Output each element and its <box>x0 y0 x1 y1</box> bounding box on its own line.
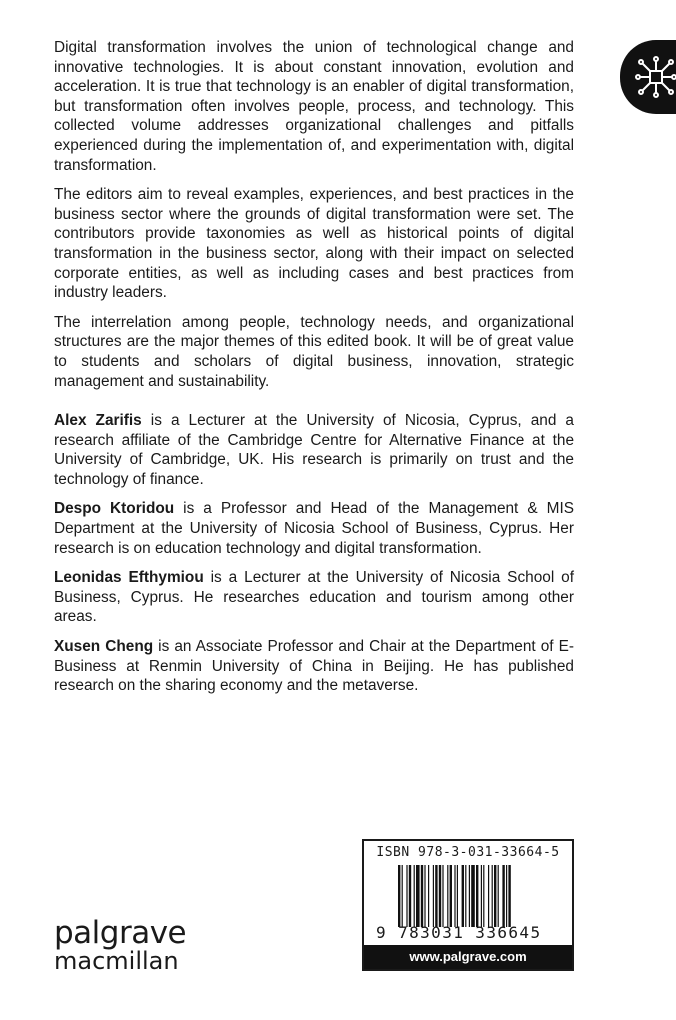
barcode-bar <box>433 865 434 927</box>
barcode-bar <box>435 865 437 927</box>
barcode-bar <box>465 865 466 927</box>
isbn-barcode-box <box>362 839 574 971</box>
blurb-paragraph-2: The editors aim to reveal examples, experiences, and best practices in the business sector where the grounds of digital transformation were set. The contributors provide taxonomies as well as historical points of digital transformation in the business sector, along with their impact on selected corporate entities, as well as including cases and best practices from industry leaders. <box>54 186 574 302</box>
barcode-bar <box>457 865 458 927</box>
publisher-name-line1: palgrave <box>54 915 187 951</box>
blurb-paragraph-3: The interrelation among people, technology needs, and organizational structures are the major themes of this edited book. It will be of great value to students and scholars of digital business, innovation, strategic management and sustainability. <box>54 313 574 390</box>
barcode-bar <box>506 865 507 927</box>
barcode-bar <box>428 865 429 927</box>
bio-xusen-cheng <box>54 637 574 696</box>
barcode-bar <box>483 865 484 927</box>
bio-leonidas-efthymiou <box>54 568 574 627</box>
barcode-bar <box>494 865 496 927</box>
blurb-paragraph-1: Digital transformation involves the union of technological change and innovative technologies. It is about constant innovation, evolution and acceleration. It is true that technology is an enabler of digital transformation, but transformation often involves people, process, and technology. This collected volume addresses organizational challenges and pitfalls experienced during the implementation of, and experimentation with, digital transformation. <box>54 39 574 174</box>
barcode-bar <box>406 865 407 927</box>
barcode-bar <box>414 865 415 927</box>
barcode-bar <box>398 865 400 927</box>
barcode-bar <box>409 865 411 927</box>
barcode <box>398 865 540 927</box>
publisher-name-line2: macmillan <box>54 947 179 975</box>
bio-alex-zarifis <box>54 411 574 489</box>
barcode-digits: 9 783031 336645 <box>376 923 542 942</box>
barcode-bar <box>492 865 493 927</box>
bio-text: is a Lecturer at the University of Nicosia School of Business, Cyprus. He researches education and tourism among other areas. <box>54 569 574 626</box>
barcode-bar <box>471 865 475 927</box>
bio-name: Leonidas Efthymiou <box>54 569 204 587</box>
barcode-bar <box>402 865 403 927</box>
bio-despo-ktoridou <box>54 499 574 558</box>
back-cover-text <box>54 38 574 706</box>
isbn-label: ISBN 978-3-031-33664-5 <box>376 845 560 860</box>
publisher-url: www.palgrave.com <box>364 945 572 969</box>
barcode-bar <box>462 865 464 927</box>
barcode-bar <box>481 865 482 927</box>
bio-text: is a Lecturer at the University of Nicosia, Cyprus, and a research affiliate of the Cambridge Centre for Alternative Finance at the University of Cambridge, UK. His research is primarily on trust and the technology of finance. <box>54 412 574 488</box>
barcode-bar <box>488 865 489 927</box>
publisher-logo <box>54 915 187 975</box>
bio-name: Despo Ktoridou <box>54 500 175 518</box>
bio-text: is an Associate Professor and Chair at the Department of E-Business at Renmin University of China in Beijing. He has published research on the sharing economy and the metaverse. <box>54 638 574 695</box>
barcode-bar <box>498 865 499 927</box>
barcode-bar <box>502 865 504 927</box>
series-badge <box>620 40 676 114</box>
barcode-bar <box>442 865 443 927</box>
barcode-bar <box>421 865 423 927</box>
barcode-bar <box>450 865 452 927</box>
barcode-bar <box>439 865 441 927</box>
barcode-bar <box>424 865 425 927</box>
circuit-node-icon <box>634 56 676 98</box>
barcode-bar <box>508 865 510 927</box>
barcode-bar <box>416 865 420 927</box>
barcode-bar <box>476 865 478 927</box>
bio-name: Alex Zarifis <box>54 412 142 430</box>
barcode-bar <box>447 865 448 927</box>
bio-name: Xusen Cheng <box>54 638 154 656</box>
barcode-bar <box>454 865 455 927</box>
bio-text: is a Professor and Head of the Management & MIS Department at the University of Nicosia School of Business, Cyprus. Her research is on education technology and digital transformation. <box>54 500 574 557</box>
barcode-bar <box>469 865 470 927</box>
